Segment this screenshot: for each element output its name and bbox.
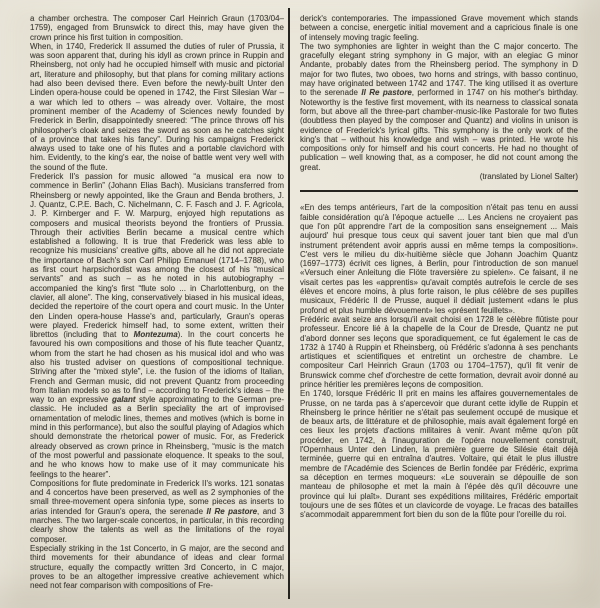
english-paragraph-7: The two symphonies are lighter in weight than the C major concerto. The gracefully elegant string symphony in G major, with an elegiac G minor Andante, probably dates from the Rheinsberg period. The symphony in D major for two flutes, two oboes, two horns and strings, with basso continuo, may have originated between 1742 and 1747. The king utilised it as overture to the serenade Il Re pastore, performed in 1747 on his mother's birthday. Noteworthy is the festive first movement, with its nearness to classical sonata form, but above all the three-part chamber-music-like Pastorale for two flutes (doubtless then played by the composer and Quantz) and violins in unison is evidence of Frederick's lyrical gifts. This symphony is the only work of the king's that – without his knowledge and wish – was printed. He wrote his compositions only for himself and his court concerts. He had no thought of publication – well knowing that, as a composer, he did not count among the great. <box>300 41 578 172</box>
column-divider-line <box>288 8 290 599</box>
english-paragraph-6: derick's contemporaries. The impassioned Grave movement which stands between a concise, energetic initial movement and a capricious finale is one of intensely moving tragic feeling. <box>300 14 578 42</box>
english-paragraph-5: Especially striking in the 1st Concerto, in G major, are the second and third movements for their abundance of ideas and clear formal structure, equally the compactly written 3rd Concerto, in C major, proves to be an altogether impressive creative achievement which need not fear comparison with compositions of Fre- <box>30 543 284 591</box>
english-paragraph-3: Frederick II's passion for music allowed “a musical era now to commence in Berlin” (Johann Elias Bach). Musicians transferred from Rheinsberg or newly appointed, like the Graun and Benda brothers, J. J. Quantz, C.P.E. Bach, C. Nichelmann, C. F. Fasch and J. F. Agricola, J. P. Kirnberger and F. W. Marpurg, enjoyed high reputations as composers and musical theorists beyond the frontiers of Prussia. Through their activities Berlin became a musical centre which established a following. It is true that Frederick was less able to recognize his musicians' creative gifts, above all he did not appreciate the importance of Bach's son Carl Philipp Emanuel (1714–1788), who as first court harpsichordist was among the closest of his “musical servants” and as such – as he noted in his autobiography – accompanied the king's first “flute solo ... in Charlottenburg, on the clavier, all alone”. The king, conservatively biased in his musical ideas, decided the repertoire of the court opera and court music. In the Unter den Linden opera-house Hasse's and, particularly, Graun's operas were played. Frederick himself had, to some extent, written their librettos (including that to Montezuma). In the court concerts he favoured his own compositions and those of his flute teacher Quantz, whom from the start he had chosen as his musical idol and who was also his trusted adviser on questions of compositional technique. Striving after the “mixed style”, i.e. the fusion of the idioms of Italian, French and German music, did not prevent Quantz from proceeding from Italian models so as to find – according to Frederick's ideas – the way to an expressive galant style approximating to the German pre-classic. He included as a Berlin speciality the art of improvised ornamentation of melodic lines, themes and motives (which is borne in mind in this performance), but also the soulful playing of Adagios which should demonstrate the rhetorical power of music. For, as Frederick already observed as crown prince in Rheinsberg, “music is the match of the most powerful and passionate eloquence. It speaks to the soul, and he who knows how to make use of it may communicate his feelings to the hearer”. <box>30 172 284 479</box>
french-paragraph-1: «En des temps antérieurs, l'art de la composition n'était pas tenu en aussi faible considération qu'à l'époque actuelle ... Les Anciens ne croyaient pas que l'on pût apprendre l'art de la composition sans enseignement ... Mais aujourd' hui presque tous ceux qui savent jouer tant bien que mal d'un instrument prétendent avoir appris aussi en même temps la composition». C'est vers le milieu du dix-huitième siècle que Johann Joachim Quantz (1697–1773) écrivit ces lignes, à Berlin, pour l'introduction de son manuel «Versuch einer Anleitung die Flöte traversière zu spielen». Ce faisant, il ne visait certes pas les «apprentis» qu'avait comptés autrefois le cercle de ses élèves et encore moins, à plus forte raison, le plus célèbre de ses pupilles musicaux, Frédéric II de Prusse, auquel il dédiait justement «dans le plus profond et plus humble dévouement» les «présent feuillets». <box>300 203 578 315</box>
english-paragraph-4: Compositions for flute predominate in Frederick II's works. 121 sonatas and 4 concertos have been preserved, as well as 2 symphonies of the small three-movement opera sinfonia type, some pieces as inserts to arias intended for Graun's opera, the serenade Il Re pastore, and 3 marches. The two larger-scale concertos, in particular, in this recording clearly show the talents as well as the limitations of the royal composer. <box>30 478 284 544</box>
section-divider-rule <box>300 190 578 192</box>
right-column <box>300 14 578 519</box>
left-column <box>30 14 284 590</box>
english-paragraph-1: a chamber orchestra. The composer Carl Heinrich Graun (1703/04–1759), engaged from Brunswick to direct this, may have given the crown prince his first tuition in composition. <box>30 14 284 42</box>
french-paragraph-3: En 1740, lorsque Frédéric II prit en mains les affaires gouvernementales de Prusse, on ne tarda pas à s'apercevoir que durant cette idylle de Ruppin et Rheinsberg le prince héritier ne s'était pas seulement occupé de musique et de beaux arts, de littérature et de philosophie, mais avait également forgé en ces lieux les projets d'actions militaires à venir. Avant même qu'on pût procéder, en 1742, à l'inauguration de l'opéra nouvellement construit, l'Opernhaus Unter den Linden, la première guerre de Silésie était déjà terminée, guerre qui en entraîna d'autres. Voltaire, qui était le plus illustre membre de l'Académie des Sciences de Berlin fondée par Frédéric, exprima sa déception en termes moqueurs: «Le souverain se dépouille de son manteau de philosophe et met la main à l'épée dès qu'il découvre une province qui lui plaît». Durant ses expéditions militaires, Frédéric emportait toujours une de ses flûtes et un clavicorde de voyage. Le fracas des batailles s'acommodait apparemment fort bien du son de la flûte pour l'oreille du roi. <box>300 389 578 520</box>
french-paragraph-2: Frédéric avait seize ans lorsqu'il avait choisi en 1728 le célèbre flûtiste pour professeur. Encore lié à la chapelle de la Cour de Dresde, Quantz ne put d'abord donner ses leçons que sporadiquement, ce fut également le cas de 1732 à 1740 à Ruppin et Rheinsberg, où Frédéric s'adonna à ses penchants artistiques et scientifiques et entretint un orchestre de chambre. Le compositeur Carl Heinrich Graun (1703 ou 1704–1757), qu'il fit venir de Brunswick comme chef d'orchestre de cette formation, devrait avoir donné au prince héritier les premières leçons de composition. <box>300 314 578 389</box>
translator-credit: (translated by Lionel Salter) <box>479 172 578 182</box>
english-paragraph-2: When, in 1740, Frederick II assumed the duties of ruler of Prussia, it was soon apparent that, during his idyll as crown prince in Ruppin and Rheinsberg, not only had he occupied himself with music and pictorial art, literature and philosophy, but that plans for coming military actions had also been devised there. Even before the newly-built Unter den Linden opera-house could be opened in 1742, the First Silesian War – a war which led to others – was already over. Voltaire, the most prominent member of the Academy of Sciences newly founded by Frederick in Berlin, disappointedly sneered: “The prince throws off his philosopher's cloak and seizes the sword as soon as he catches sight of a province that takes his fancy”. During his campaigns Frederick always used to take one of his flutes and a portable clavichord with him. Evidently, to the king's ear, the noise of battle went very well with the sound of the flute. <box>30 41 284 172</box>
